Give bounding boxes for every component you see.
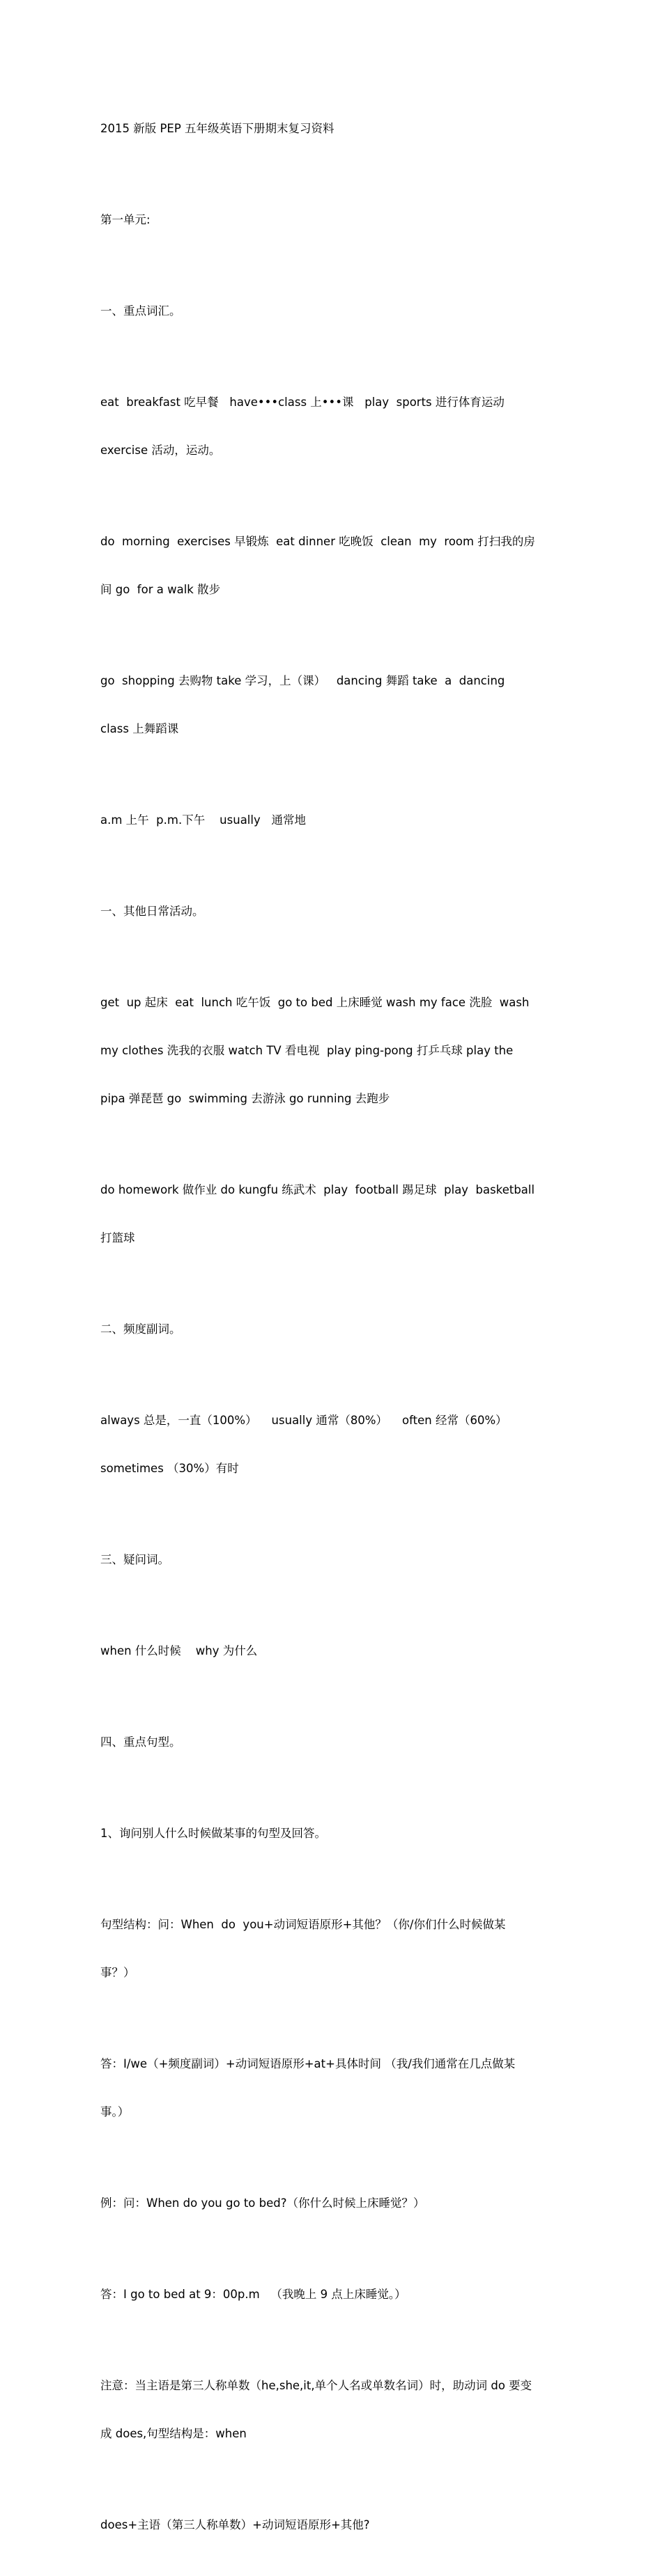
example-question xyxy=(100,2163,563,2243)
vocabulary-paragraph xyxy=(100,1150,563,1278)
text-line: 四、重点句型。 xyxy=(100,1735,181,1749)
text-line: does+主语（第三人称单数）+动词短语原形+其他? xyxy=(100,2518,370,2531)
text-line: 间 go for a walk 散步 xyxy=(100,583,221,596)
vocabulary-paragraph xyxy=(100,1611,563,1691)
document-title xyxy=(100,88,563,169)
text-line: 成 does,句型结构是：when xyxy=(100,2427,247,2440)
text-line: 1、询问别人什么时候做某事的句型及回答。 xyxy=(100,1827,326,1840)
text-line: a.m 上午 p.m.下午 usually 通常地 xyxy=(100,813,306,827)
text-line: exercise 活动，运动。 xyxy=(100,444,221,457)
example-answer xyxy=(100,2254,563,2334)
text-line: 二、频度副词。 xyxy=(100,1322,181,1336)
text-line: when 什么时候 why 为什么 xyxy=(100,1644,258,1657)
section-heading xyxy=(100,1520,563,1600)
text-line: sometimes （30%）有时 xyxy=(100,1462,239,1475)
text-line: 事？） xyxy=(100,1966,135,1979)
vocabulary-paragraph xyxy=(100,780,563,860)
text-line: 句型结构：问：When do you+动词短语原形+其他？（你/你们什么时候做某 xyxy=(100,1918,506,1931)
text-line: 第一单元: xyxy=(100,213,151,226)
text-line: do homework 做作业 do kungfu 练武术 play football 踢足球 play basketball xyxy=(100,1183,535,1196)
vocabulary-paragraph xyxy=(100,1380,563,1508)
text-line: 例：问：When do you go to bed?（你什么时候上床睡觉？） xyxy=(100,2196,425,2210)
sentence-pattern xyxy=(100,1884,563,2013)
section-heading xyxy=(100,871,563,951)
text-line: always 总是，一直（100%） usually 通常（80%） often 经常（60%） xyxy=(100,1414,507,1427)
unit-heading xyxy=(100,180,563,260)
text-line: 打篮球 xyxy=(100,1231,135,1244)
sentence-pattern xyxy=(100,2024,563,2152)
text-line: 2015 新版 PEP 五年级英语下册期末复习资料 xyxy=(100,122,334,135)
text-line: 答：I/we（+频度副词）+动词短语原形+at+具体时间 （我/我们通常在几点做某 xyxy=(100,2057,516,2070)
document-body xyxy=(100,88,563,2576)
subsection-heading xyxy=(100,1793,563,1873)
text-line: class 上舞蹈课 xyxy=(100,722,179,735)
vocabulary-paragraph xyxy=(100,962,563,1139)
section-heading xyxy=(100,1289,563,1369)
text-line: go shopping 去购物 take 学习，上（课） dancing 舞蹈 take a dancing xyxy=(100,674,505,687)
text-line: get up 起床 eat lunch 吃午饭 go to bed 上床睡觉 wash my face 洗脸 wash xyxy=(100,996,530,1009)
text-line: my clothes 洗我的衣服 watch TV 看电视 play ping-pong 打乒乓球 play the xyxy=(100,1044,514,1057)
text-line: 三、疑问词。 xyxy=(100,1553,169,1566)
vocabulary-paragraph xyxy=(100,362,563,490)
section-heading xyxy=(100,1702,563,1782)
text-line: 一、其他日常活动。 xyxy=(100,905,204,918)
text-line: eat breakfast 吃早餐 have•••class 上•••课 play sports 进行体育运动 xyxy=(100,396,505,409)
text-line: do morning exercises 早锻炼 eat dinner 吃晚饭 clean my room 打扫我的房 xyxy=(100,535,535,548)
vocabulary-paragraph xyxy=(100,641,563,769)
text-line: 一、重点词汇。 xyxy=(100,304,181,318)
vocabulary-paragraph xyxy=(100,501,563,630)
note-paragraph xyxy=(100,2345,563,2474)
text-line: pipa 弹琵琶 go swimming 去游泳 go running 去跑步 xyxy=(100,1092,390,1105)
text-line: 注意：当主语是第三人称单数（he,she,it,单个人名或单数名词）时，助动词 do 要变 xyxy=(100,2379,532,2392)
section-heading xyxy=(100,271,563,351)
sentence-pattern xyxy=(100,2485,563,2565)
text-line: 答：I go to bed at 9：00p.m （我晚上 9 点上床睡觉。） xyxy=(100,2288,406,2301)
text-line: 事。） xyxy=(100,2105,130,2118)
